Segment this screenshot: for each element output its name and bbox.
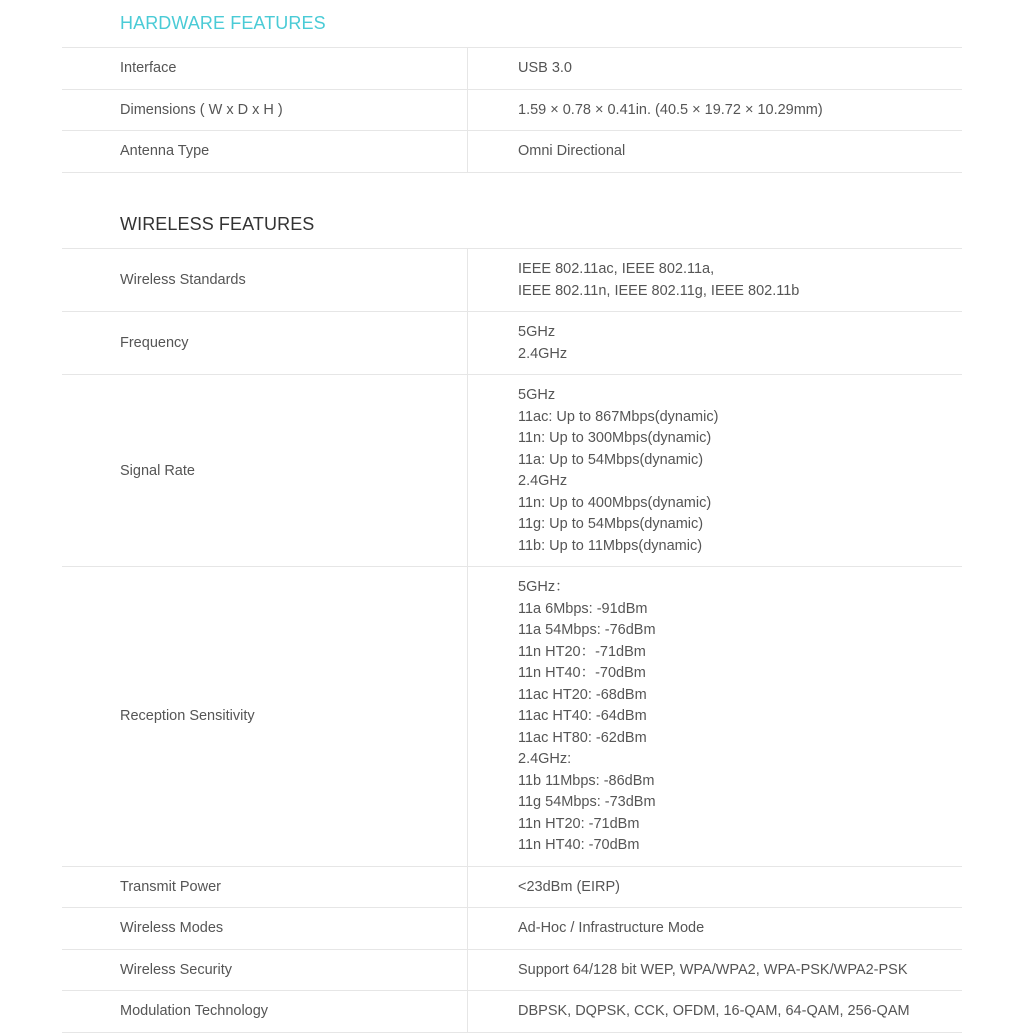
spec-row-frequency <box>62 312 962 375</box>
hardware-features-table <box>62 47 962 173</box>
spec-row-modulation-technology <box>62 991 962 1033</box>
spec-value <box>468 131 962 172</box>
spec-value-line: 2.4GHz: <box>518 751 572 767</box>
spec-value-line: 11n HT20: -71dBm <box>518 815 640 832</box>
spec-value <box>468 48 962 89</box>
spec-value-line: 11n HT40: -70dBm <box>518 837 640 853</box>
spec-label: Interface <box>62 48 468 89</box>
spec-value <box>468 90 962 131</box>
spec-value <box>468 567 962 866</box>
spec-value-line: 11ac HT80: -62dBm <box>518 729 647 746</box>
spec-value-line: 11a 54Mbps: -76dBm <box>518 622 656 638</box>
spec-value-line: 5GHz： <box>518 579 570 595</box>
spec-value-line: 2.4GHz <box>518 473 568 489</box>
spec-value-line: 2.4GHz <box>518 345 568 362</box>
spec-value-line: 11a 6Mbps: -91dBm <box>518 600 648 617</box>
spec-value-line: <23dBm (EIRP) <box>518 878 620 895</box>
wireless-features-heading: WIRELESS FEATURES <box>120 214 315 234</box>
spec-value <box>468 908 962 949</box>
spec-label: Reception Sensitivity <box>62 567 468 866</box>
spec-value-line: 11ac HT20: -68dBm <box>518 686 647 703</box>
spec-value-line: 11g 54Mbps: -73dBm <box>518 794 656 810</box>
spec-label: Antenna Type <box>62 131 468 172</box>
wireless-features-table <box>62 248 962 1033</box>
spec-row-dimensions <box>62 90 962 132</box>
spec-value <box>468 950 962 991</box>
spec-value-line: 11ac: Up to 867Mbps(dynamic) <box>518 408 719 425</box>
spec-value-line: 11a: Up to 54Mbps(dynamic) <box>518 451 704 468</box>
spec-label: Modulation Technology <box>62 991 468 1032</box>
spec-row-antenna-type <box>62 131 962 173</box>
spec-value-line: USB 3.0 <box>518 60 572 76</box>
spec-label: Wireless Standards <box>62 249 468 311</box>
spec-value-line: DBPSK, DQPSK, CCK, OFDM, 16-QAM, 64-QAM, 256-QAM <box>518 1003 910 1019</box>
spec-row-wireless-standards <box>62 249 962 312</box>
spec-value-line: Support 64/128 bit WEP, WPA/WPA2, WPA-PSK/WPA2-PSK <box>518 961 908 978</box>
spec-value-line: 11n HT20：-71dBm <box>518 643 646 660</box>
spec-value-line: 11g: Up to 54Mbps(dynamic) <box>518 516 704 532</box>
spec-row-signal-rate <box>62 375 962 567</box>
spec-label: Frequency <box>62 312 468 374</box>
spec-value <box>468 867 962 908</box>
spec-value <box>468 375 962 566</box>
spec-label: Signal Rate <box>62 375 468 566</box>
spec-row-transmit-power <box>62 867 962 909</box>
spec-value-line: 11n HT40：-70dBm <box>518 665 646 681</box>
spec-value-line: 11n: Up to 300Mbps(dynamic) <box>518 430 712 446</box>
spec-row-reception-sensitivity <box>62 567 962 867</box>
spec-value <box>468 991 962 1032</box>
spec-value-line: 11ac HT40: -64dBm <box>518 708 647 724</box>
spec-row-interface <box>62 48 962 90</box>
spec-value-line: IEEE 802.11ac, IEEE 802.11a, <box>518 261 715 277</box>
spec-value-line: Omni Directional <box>518 143 626 159</box>
spec-value-line: 11b 11Mbps: -86dBm <box>518 772 655 789</box>
spec-value-line: 5GHz <box>518 324 556 340</box>
spec-value-line: Ad-Hoc / Infrastructure Mode <box>518 920 705 936</box>
spec-label: Wireless Security <box>62 950 468 991</box>
spec-value-line: IEEE 802.11n, IEEE 802.11g, IEEE 802.11b <box>518 282 800 299</box>
hardware-features-heading: HARDWARE FEATURES <box>120 13 326 33</box>
spec-value-line: 5GHz <box>518 387 556 403</box>
spec-row-wireless-security <box>62 950 962 992</box>
spec-value <box>468 312 962 374</box>
spec-value <box>468 249 962 311</box>
spec-value-line: 11b: Up to 11Mbps(dynamic) <box>518 537 703 554</box>
spec-label: Wireless Modes <box>62 908 468 949</box>
spec-label: Transmit Power <box>62 867 468 908</box>
spec-row-wireless-modes <box>62 908 962 950</box>
spec-label: Dimensions ( W x D x H ) <box>62 90 468 131</box>
spec-value-line: 1.59 × 0.78 × 0.41in. (40.5 × 19.72 × 10.29mm) <box>518 101 823 118</box>
spec-value-line: 11n: Up to 400Mbps(dynamic) <box>518 494 712 511</box>
